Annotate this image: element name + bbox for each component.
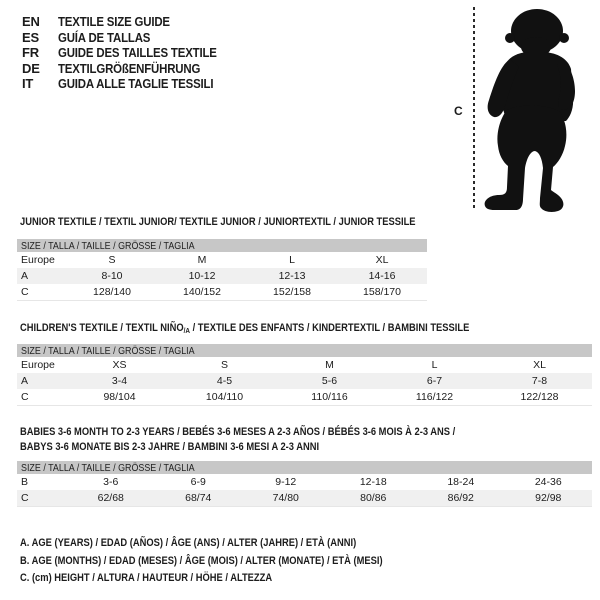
value-cell: 152/158: [273, 285, 311, 298]
value-cell: S: [108, 254, 116, 266]
size-header-bar: SIZE / TALLA / TAILLE / GRÖSSE / TAGLIA: [17, 239, 427, 252]
row-label-cell: C: [17, 490, 67, 506]
value-cell: 6-7: [382, 373, 487, 389]
value-cell: 80/86: [330, 490, 418, 506]
legend-footnotes: [20, 535, 447, 588]
value-cell: 98/104: [103, 390, 136, 403]
table-row: [17, 389, 592, 405]
babies-table-grid: [17, 474, 592, 507]
guide-title-de: TEXTILGRÖßENFÜHRUNG: [58, 60, 201, 76]
value-cell: 8-10: [67, 268, 157, 284]
table-row: [17, 474, 592, 490]
row-label-cell: C: [21, 285, 29, 298]
value-cell: XS: [112, 359, 127, 371]
value-cell: 7-8: [487, 373, 592, 389]
value-cell: M: [197, 254, 207, 266]
size-header-bar: SIZE / TALLA / TAILLE / GRÖSSE / TAGLIA: [17, 344, 592, 357]
value-cell: XL: [533, 359, 546, 371]
language-code: DE: [22, 60, 40, 76]
table-row: [17, 490, 592, 506]
size-header-bar: SIZE / TALLA / TAILLE / GRÖSSE / TAGLIA: [17, 461, 592, 474]
value-cell: 128/140: [93, 285, 131, 298]
value-cell: 110/116: [311, 390, 348, 403]
language-code: IT: [22, 76, 34, 92]
baby-silhouette-icon: [480, 5, 580, 215]
value-cell: 74/80: [242, 490, 330, 506]
value-cell: 62/68: [67, 490, 155, 506]
table-row: [17, 284, 427, 300]
value-cell: 12-18: [359, 476, 387, 488]
guide-title-fr: GUIDE DES TAILLES TEXTILE: [58, 45, 217, 61]
table-row: [17, 252, 427, 268]
language-row-it: [22, 76, 238, 92]
value-cell: 14-16: [337, 268, 427, 284]
guide-title-it: GUIDA ALLE TAGLIE TESSILI: [58, 76, 214, 92]
table-row: [17, 268, 427, 284]
table-row: [17, 357, 592, 373]
value-cell: 140/152: [183, 285, 221, 298]
height-measure-label: C: [454, 104, 463, 118]
value-cell: L: [431, 359, 438, 371]
value-cell: 86/92: [417, 490, 505, 506]
value-cell: 6-9: [190, 476, 206, 488]
value-cell: 5-6: [277, 373, 382, 389]
row-label-cell: Europe: [21, 254, 55, 266]
value-cell: 158/170: [363, 285, 401, 298]
value-cell: 104/110: [205, 390, 244, 403]
value-cell: 3-4: [67, 373, 172, 389]
value-cell: 10-12: [157, 268, 247, 284]
row-label-cell: A: [17, 268, 67, 284]
value-cell: 4-5: [172, 373, 277, 389]
footnote-b: B. AGE (MONTHS) / EDAD (MESES) / ÂGE (MOIS) / ALTER (MONATE) / ETÀ (MESI): [20, 554, 383, 567]
language-row-en: [22, 14, 238, 30]
table-row: [17, 373, 592, 389]
language-code: EN: [22, 14, 40, 30]
value-cell: 24-36: [534, 476, 562, 488]
children-size-table: [17, 344, 592, 406]
value-cell: 18-24: [447, 476, 475, 488]
language-code: ES: [22, 29, 39, 45]
language-row-es: [22, 30, 238, 46]
height-measure-dashed-line: [473, 7, 475, 208]
row-label-cell: B: [21, 476, 29, 488]
junior-table-grid: [17, 252, 427, 301]
language-title-list: [22, 14, 238, 92]
guide-title-es: GUÍA DE TALLAS: [58, 29, 151, 45]
value-cell: 9-12: [275, 476, 297, 488]
value-cell: 116/122: [415, 390, 454, 403]
value-cell: XL: [375, 254, 389, 266]
babies-size-table: [17, 461, 592, 507]
row-label-cell: C: [21, 390, 29, 403]
value-cell: S: [220, 359, 228, 371]
guide-title-en: TEXTILE SIZE GUIDE: [58, 14, 170, 30]
value-cell: 122/128: [520, 390, 559, 403]
language-row-fr: [22, 45, 238, 61]
junior-size-table: [17, 239, 427, 301]
children-section-title: CHILDREN'S TEXTILE / TEXTIL $NIÑO_{/A}$ / TEXTILE DES ENFANTS / KINDERTEXTIL / BAMBINI TESSILE: [20, 322, 470, 335]
value-cell: 3-6: [103, 476, 119, 488]
footnote-a: A. AGE (YEARS) / EDAD (AÑOS) / ÂGE (ANS) / ALTER (JAHRE) / ETÀ (ANNI): [20, 537, 357, 549]
value-cell: 92/98: [505, 490, 593, 506]
row-label-cell: A: [17, 373, 67, 389]
value-cell: L: [289, 254, 295, 266]
value-cell: M: [325, 359, 334, 371]
footnote-c: C. (cm) HEIGHT / ALTURA / HAUTEUR / HÖHE / ALTEZZA: [20, 572, 273, 584]
junior-section-title: JUNIOR TEXTILE / TEXTIL JUNIOR/ TEXTILE JUNIOR / JUNIORTEXTIL / JUNIOR TESSILE: [20, 216, 416, 228]
language-code: FR: [22, 45, 39, 61]
row-label-cell: Europe: [21, 359, 55, 371]
language-row-de: [22, 61, 238, 77]
nino-a-subscript: /A: [183, 326, 190, 335]
value-cell: 12-13: [247, 268, 337, 284]
babies-section-title: BABIES 3-6 MONTH TO 2-3 YEARS / BEBÉS 3-6 MESES A 2-3 AÑOS / BÉBÉS 3-6 MOIS À 2-3 ANS / BABYS 3-6 MONATE BIS 2-3 JAHRE / BAMBINI 3-6 MESI A 2-3 ANNI: [20, 426, 456, 453]
value-cell: 68/74: [155, 490, 243, 506]
children-table-grid: [17, 357, 592, 406]
